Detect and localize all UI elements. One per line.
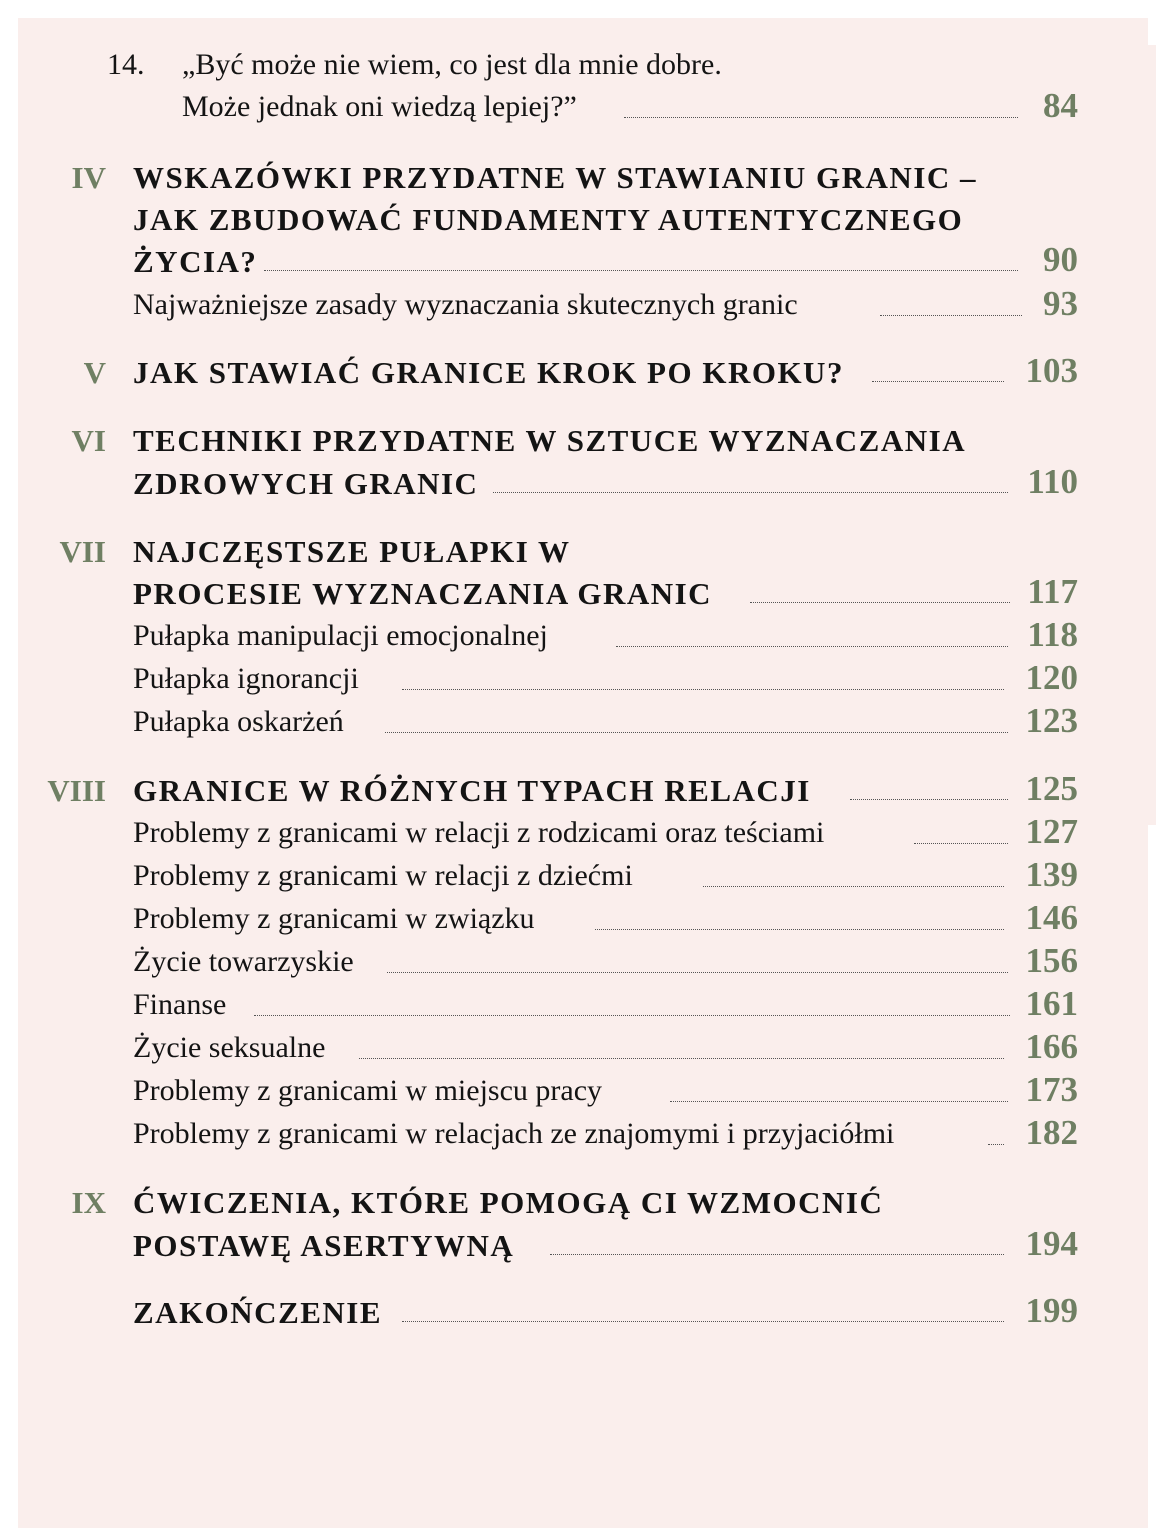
chapter-roman: IV	[71, 160, 106, 195]
dot-leader	[872, 381, 1004, 382]
chapter-title-line2: POSTAWĘ ASERTYWNĄ	[133, 1228, 515, 1263]
chapter-roman: V	[83, 355, 106, 390]
dot-leader	[550, 1254, 1004, 1255]
sub-title: Problemy z granicami w związku	[133, 902, 535, 935]
dot-leader	[387, 972, 1008, 973]
sub-title: Problemy z granicami w relacji z rodzicami oraz teściami	[133, 816, 825, 849]
item-title-line1: „Być może nie wiem, co jest dla mnie dobre.	[182, 48, 722, 81]
page-number: 123	[1025, 701, 1078, 740]
dot-leader	[402, 1321, 1004, 1322]
dot-leader	[670, 1101, 1008, 1102]
item-title-line2: Może jednak oni wiedzą lepiej?”	[182, 90, 577, 123]
chapter-title-line2: ZDROWYCH GRANIC	[133, 466, 479, 501]
page-edge	[1148, 45, 1156, 825]
dot-leader	[880, 315, 1022, 316]
page-number: 199	[1025, 1291, 1078, 1330]
chapter-title-line1: NAJCZĘSTSZE PUŁAPKI W	[133, 534, 571, 569]
sub-title: Najważniejsze zasady wyznaczania skutecznych granic	[133, 288, 798, 321]
sub-title: Pułapka manipulacji emocjonalnej	[133, 619, 548, 652]
page-number: 194	[1025, 1224, 1078, 1263]
chapter-roman: IX	[71, 1185, 106, 1220]
dot-leader	[914, 843, 1008, 844]
page-number: 161	[1025, 984, 1078, 1023]
sub-title: Pułapka oskarżeń	[133, 705, 344, 738]
chapter-title: JAK STAWIAĆ GRANICE KROK PO KROKU?	[133, 355, 844, 390]
page-number: 173	[1025, 1070, 1078, 1109]
page-number: 146	[1025, 898, 1078, 937]
page-number: 103	[1025, 351, 1078, 390]
dot-leader	[385, 732, 1008, 733]
dot-leader	[988, 1144, 1004, 1145]
dot-leader	[850, 799, 1008, 800]
chapter-title-line2: JAK ZBUDOWAĆ FUNDAMENTY AUTENTYCZNEGO	[133, 202, 964, 237]
sub-title: Pułapka ignorancji	[133, 662, 359, 695]
chapter-title-line1: WSKAZÓWKI PRZYDATNE W STAWIANIU GRANIC –	[133, 160, 978, 195]
page-number: 127	[1025, 812, 1078, 851]
page-number: 139	[1025, 855, 1078, 894]
dot-leader	[359, 1058, 1004, 1059]
sub-title: Finanse	[133, 988, 227, 1021]
sub-title: Życie seksualne	[133, 1031, 326, 1064]
dot-leader	[750, 602, 1010, 603]
dot-leader	[402, 689, 1004, 690]
sub-title: Problemy z granicami w relacjach ze znajomymi i przyjaciółmi	[133, 1117, 895, 1150]
page-number: 84	[1043, 86, 1078, 125]
page-number: 182	[1025, 1113, 1078, 1152]
page-number: 117	[1027, 572, 1078, 611]
chapter-title-line2: PROCESIE WYZNACZANIA GRANIC	[133, 576, 713, 611]
chapter-roman: VI	[71, 423, 106, 458]
sub-title: Problemy z granicami w miejscu pracy	[133, 1074, 603, 1107]
page-number: 120	[1025, 658, 1078, 697]
item-number: 14.	[107, 48, 145, 81]
dot-leader	[264, 270, 1018, 271]
page-edge	[1148, 0, 1156, 45]
sub-title: Życie towarzyskie	[133, 945, 354, 978]
page-number: 118	[1027, 615, 1078, 654]
page-number: 110	[1027, 462, 1078, 501]
chapter-title: GRANICE W RÓŻNYCH TYPACH RELACJI	[133, 773, 811, 808]
chapter-title-line1: TECHNIKI PRZYDATNE W SZTUCE WYZNACZANIA	[133, 423, 967, 458]
dot-leader	[254, 1015, 1010, 1016]
page-number: 90	[1043, 240, 1078, 279]
page-number: 166	[1025, 1027, 1078, 1066]
chapter-roman: VIII	[47, 773, 106, 808]
chapter-title-line3: ŻYCIA?	[133, 244, 258, 279]
dot-leader	[493, 492, 1008, 493]
page-number: 93	[1043, 284, 1078, 323]
page-number: 156	[1025, 941, 1078, 980]
conclusion-title: ZAKOŃCZENIE	[133, 1295, 383, 1330]
dot-leader	[616, 646, 1008, 647]
chapter-roman: VII	[59, 534, 106, 569]
page-number: 125	[1025, 769, 1078, 808]
sub-title: Problemy z granicami w relacji z dziećmi	[133, 859, 633, 892]
dot-leader	[624, 117, 1018, 118]
chapter-title-line1: ĆWICZENIA, KTÓRE POMOGĄ CI WZMOCNIĆ	[133, 1185, 884, 1220]
dot-leader	[703, 886, 1004, 887]
dot-leader	[595, 929, 1004, 930]
